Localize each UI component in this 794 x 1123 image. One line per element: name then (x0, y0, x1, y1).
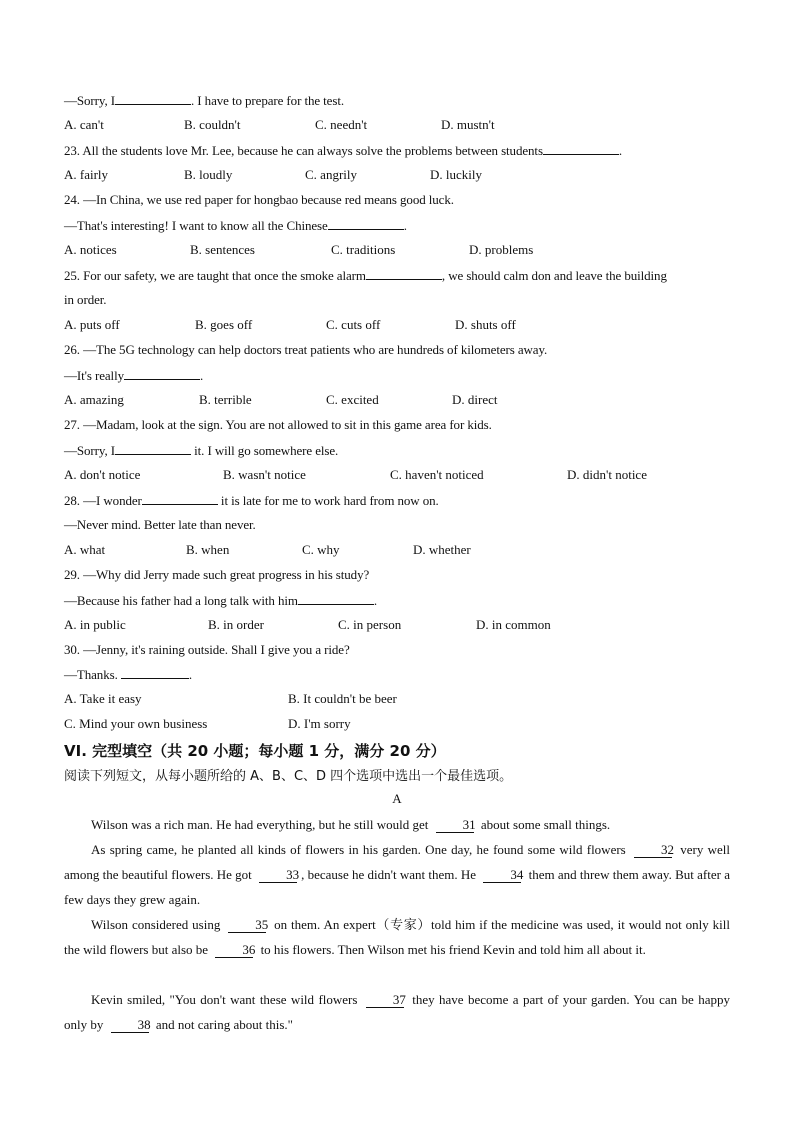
q24-option-a[interactable]: A. notices (64, 242, 117, 257)
passage-paragraph-1: Wilson was a rich man. He had everything, but he still would get 31 about some small things. (91, 817, 611, 832)
q25-option-d[interactable]: D. shuts off (455, 317, 516, 332)
answer-blank[interactable] (142, 492, 218, 505)
q28-stem: 28. —I wonder it is late for me to work hard from now on. (64, 493, 439, 508)
passage-paragraph-3: Wilson considered using 35 on them. An expert（专家）told him if the medicine was used, it would not only kill the wild flowers but also be 36 to his flowers. Then Wilson met his friend Kevin and told him all about it. (64, 917, 730, 957)
q28-option-d[interactable]: D. whether (413, 542, 471, 557)
q27-dialog: —Sorry, I it. I will go somewhere else. (64, 443, 339, 458)
q26-option-d[interactable]: D. direct (452, 392, 498, 407)
q24-option-b[interactable]: B. sentences (190, 242, 255, 257)
q24-dialog: —That's interesting! I want to know all the Chinese . (64, 218, 407, 233)
q28-option-b[interactable]: B. when (186, 542, 230, 557)
q30-option-d[interactable]: D. I'm sorry (288, 716, 351, 731)
q22-option-d[interactable]: D. mustn't (441, 117, 495, 132)
q25-stem: 25. For our safety, we are taught that once the smoke alarm , we should calm don and leave the building (64, 268, 667, 283)
q29-option-c[interactable]: C. in person (338, 617, 402, 632)
q29-option-d[interactable]: D. in common (476, 617, 551, 632)
answer-blank[interactable] (328, 217, 404, 230)
q26-option-b[interactable]: B. terrible (199, 392, 252, 407)
cloze-blank-31[interactable]: 31 (436, 818, 474, 833)
section-title: VI. 完型填空（共 20 小题；每小题 1 分，满分 20 分） (64, 742, 446, 760)
cloze-blank-34[interactable]: 34 (483, 868, 521, 883)
q25-option-c[interactable]: C. cuts off (326, 317, 381, 332)
q24-stem: 24. —In China, we use red paper for hongbao because red means good luck. (64, 192, 454, 207)
answer-blank[interactable] (115, 442, 191, 455)
passage-label: A (392, 791, 402, 806)
q30-option-c[interactable]: C. Mind your own business (64, 716, 208, 731)
q27-option-d[interactable]: D. didn't notice (567, 467, 647, 482)
answer-blank[interactable] (298, 592, 374, 605)
q29-option-a[interactable]: A. in public (64, 617, 126, 632)
q29-dialog: —Because his father had a long talk with him . (64, 593, 378, 608)
q22-option-c[interactable]: C. needn't (315, 117, 368, 132)
answer-blank[interactable] (121, 666, 189, 679)
q27-stem: 27. —Madam, look at the sign. You are not allowed to sit in this game area for kids. (64, 417, 492, 432)
section-instruction: 阅读下列短文，从每小题所给的 A、B、C、D 四个选项中选出一个最佳选项。 (64, 769, 513, 784)
q28-option-a[interactable]: A. what (64, 542, 106, 557)
q22-option-a[interactable]: A. can't (64, 117, 104, 132)
cloze-blank-35[interactable]: 35 (228, 918, 266, 933)
q27-option-c[interactable]: C. haven't noticed (390, 467, 484, 482)
passage-paragraph-4: Kevin smiled, "You don't want these wild flowers 37 they have become a part of your garden. You can be happy only by 38 and not caring about this." (64, 992, 730, 1032)
q23-option-b[interactable]: B. loudly (184, 167, 233, 182)
q27-option-a[interactable]: A. don't notice (64, 467, 141, 482)
q23-option-a[interactable]: A. fairly (64, 167, 109, 182)
q26-option-a[interactable]: A. amazing (64, 392, 124, 407)
q30-option-a[interactable]: A. Take it easy (64, 691, 142, 706)
q30-stem: 30. —Jenny, it's raining outside. Shall I give you a ride? (64, 642, 350, 657)
q28-dialog: —Never mind. Better late than never. (64, 517, 256, 532)
q22-option-b[interactable]: B. couldn't (184, 117, 241, 132)
cloze-blank-37[interactable]: 37 (366, 993, 404, 1008)
q23-option-c[interactable]: C. angrily (305, 167, 357, 182)
q26-stem: 26. —The 5G technology can help doctors treat patients who are hundreds of kilometers away. (64, 342, 548, 357)
q30-option-b[interactable]: B. It couldn't be beer (288, 691, 397, 706)
q29-option-b[interactable]: B. in order (208, 617, 264, 632)
q23-stem: 23. All the students love Mr. Lee, because he can always solve the problems between students . (64, 143, 623, 158)
q22-dialog: —Sorry, I . I have to prepare for the test. (64, 93, 344, 108)
passage-paragraph-2: As spring came, he planted all kinds of flowers in his garden. One day, he found some wild flowers 32 very well among the beautiful flowers. He got 33 , because he didn't want them. He 34 them and threw them away. But after a few days they grew again. (64, 842, 731, 907)
q26-dialog: —It's really . (64, 368, 204, 383)
cloze-blank-33[interactable]: 33 (259, 868, 297, 883)
q28-option-c[interactable]: C. why (302, 542, 340, 557)
cloze-blank-36[interactable]: 36 (215, 943, 253, 958)
q27-option-b[interactable]: B. wasn't notice (223, 467, 306, 482)
q24-option-c[interactable]: C. traditions (331, 242, 396, 257)
q23-option-d[interactable]: D. luckily (430, 167, 482, 182)
q25-option-a[interactable]: A. puts off (64, 317, 120, 332)
q26-option-c[interactable]: C. excited (326, 392, 379, 407)
q24-option-d[interactable]: D. problems (469, 242, 534, 257)
q25-option-b[interactable]: B. goes off (195, 317, 253, 332)
q29-stem: 29. —Why did Jerry made such great progress in his study? (64, 567, 370, 582)
cloze-blank-38[interactable]: 38 (111, 1018, 149, 1033)
q25-stem-cont: in order. (64, 292, 107, 307)
answer-blank[interactable] (124, 367, 200, 380)
q30-dialog: —Thanks. . (64, 667, 193, 682)
cloze-blank-32[interactable]: 32 (634, 843, 672, 858)
answer-blank[interactable] (366, 267, 442, 280)
answer-blank[interactable] (115, 92, 191, 105)
answer-blank[interactable] (543, 142, 619, 155)
